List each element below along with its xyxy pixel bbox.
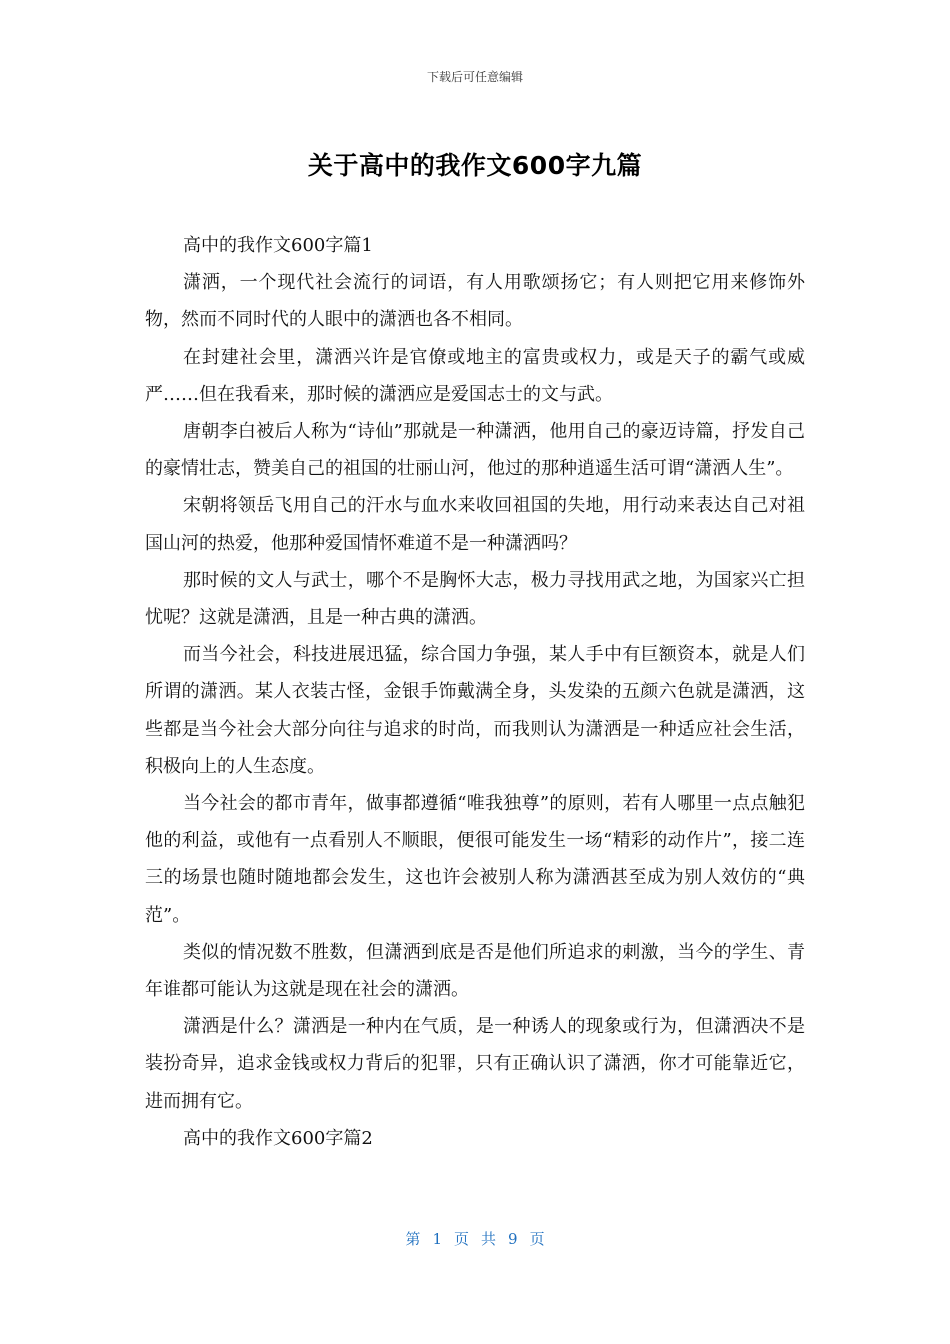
paragraph: 在封建社会里，潇洒兴许是官僚或地主的富贵或权力，或是天子的霸气或威严……但在我看来，那时候的潇洒应是爱国志士的文与武。 — [145, 346, 805, 405]
total-page-number: 9 — [508, 1230, 518, 1248]
paragraph: 宋朝将领岳飞用自己的汗水与血水来收回祖国的失地，用行动来表达自己对祖国山河的热爱，他那种爱国情怀难道不是一种潇洒吗？ — [145, 495, 805, 554]
document-body — [145, 227, 805, 1157]
header-note: 下载后可任意编辑 — [426, 70, 523, 84]
paragraph: 类似的情况数不胜数，但潇洒到底是否是他们所追求的刺激，当今的学生、青年谁都可能认为这就是现在社会的潇洒。 — [145, 941, 805, 1001]
footer-suffix: 页 — [529, 1230, 545, 1248]
current-page-number: 1 — [432, 1230, 442, 1248]
page-footer — [0, 1228, 950, 1249]
section-heading-1: 高中的我作文600字篇1 — [183, 235, 373, 256]
paragraph: 潇洒是什么？潇洒是一种内在气质，是一种诱人的现象或行为，但潇洒决不是装扮奇异，追求金钱或权力背后的犯罪，只有正确认识了潇洒，你才可能靠近它，进而拥有它。 — [145, 1016, 805, 1112]
footer-prefix: 第 — [405, 1230, 421, 1248]
paragraph: 唐朝李白被后人称为“诗仙”那就是一种潇洒，他用自己的豪迈诗篇，抒发自己的豪情壮志，赞美自己的祖国的壮丽山河，他过的那种逍遥生活可谓“潇洒人生”。 — [145, 421, 805, 480]
document-title: 关于高中的我作文600字九篇 — [307, 151, 643, 180]
footer-middle: 页 共 — [453, 1230, 497, 1248]
paragraph: 当今社会的都市青年，做事都遵循“唯我独尊”的原则，若有人哪里一点点触犯他的利益，或他有一点看别人不顺眼，便很可能发生一场“精彩的动作片”，接二连三的场景也随时随地都会发生，这也许会被别人称为潇洒甚至成为别人效仿的“典范”。 — [145, 793, 805, 926]
section-heading-2: 高中的我作文600字篇2 — [183, 1127, 373, 1149]
paragraph: 而当今社会，科技进展迅猛，综合国力争强，某人手中有巨额资本，就是人们所谓的潇洒。某人衣装古怪，金银手饰戴满全身，头发染的五颜六色就是潇洒，这些都是当今社会大部分向往与追求的时尚，而我则认为潇洒是一种适应社会生活，积极向上的人生态度。 — [145, 644, 805, 777]
paragraph: 潇洒，一个现代社会流行的词语，有人用歌颂扬它；有人则把它用来修饰外物，然而不同时代的人眼中的潇洒也各不相同。 — [145, 272, 805, 331]
paragraph: 那时候的文人与武士，哪个不是胸怀大志，极力寻找用武之地，为国家兴亡担忧呢？这就是潇洒，且是一种古典的潇洒。 — [145, 569, 805, 629]
